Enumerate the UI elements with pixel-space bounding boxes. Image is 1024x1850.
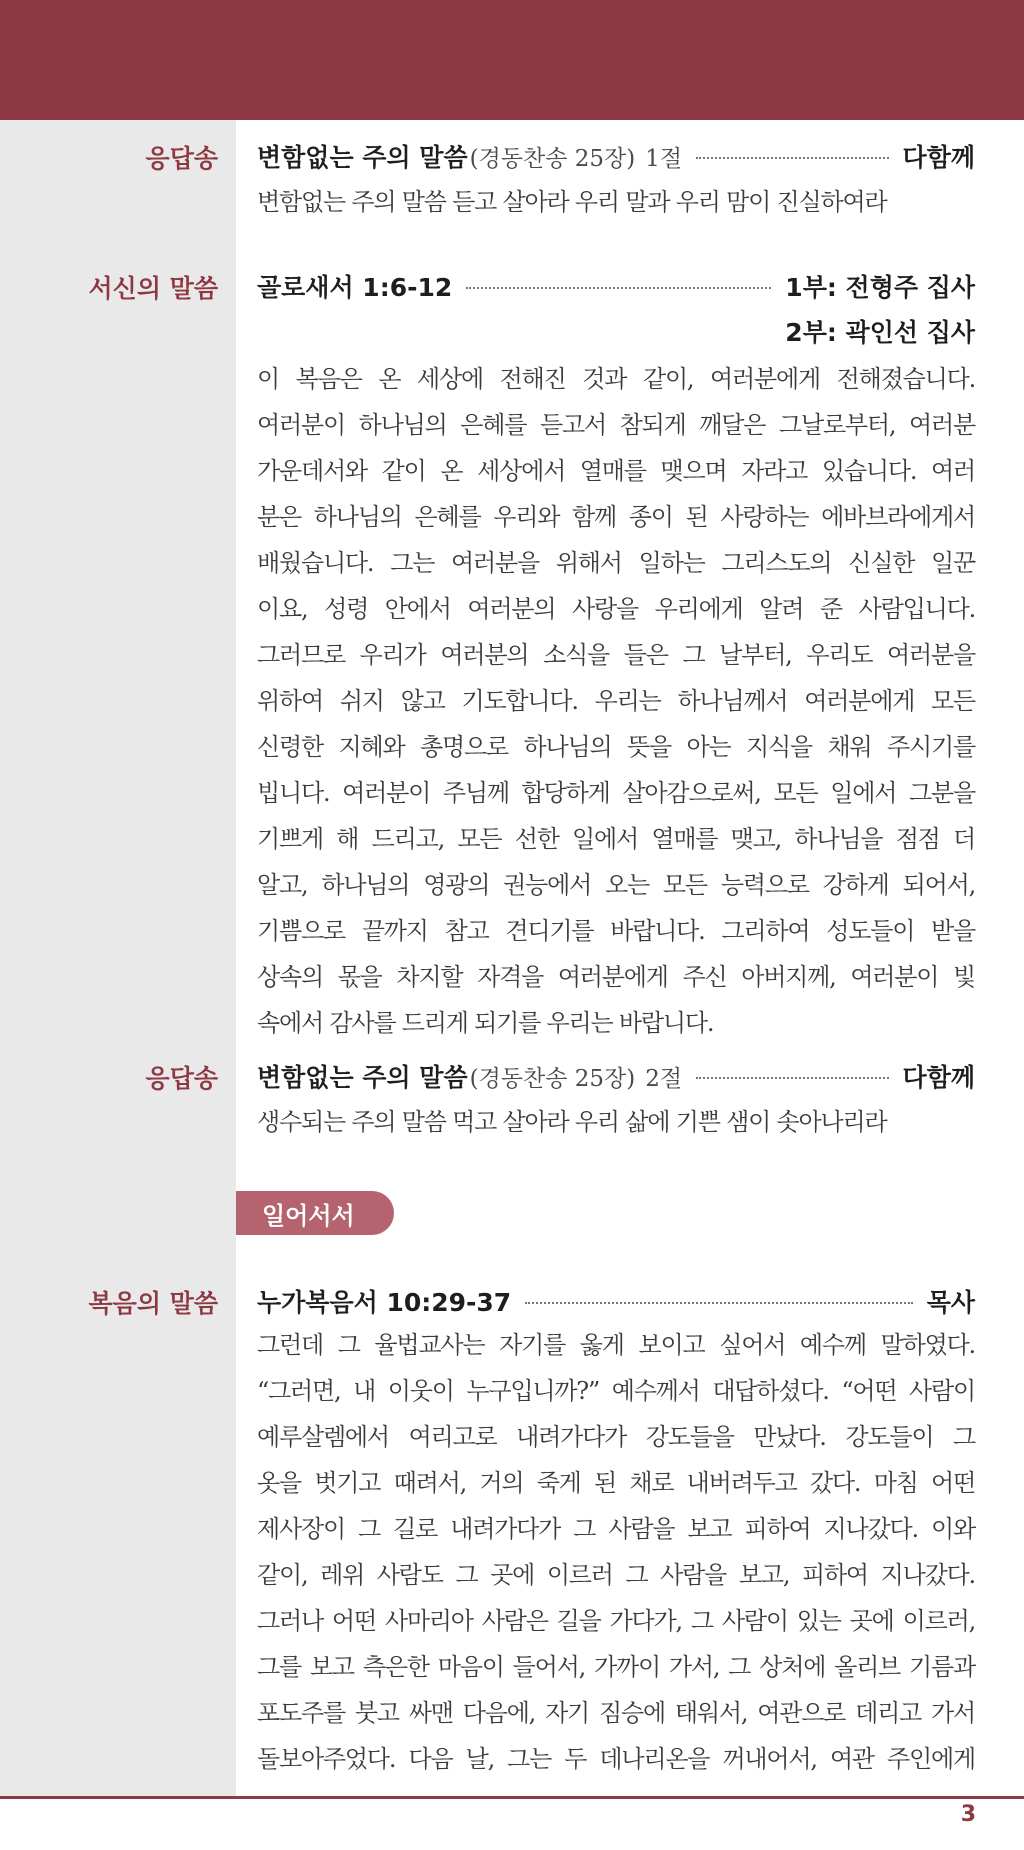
dot-leader xyxy=(466,287,771,289)
epistle-line: 기쁘게 해 드리고, 모든 선한 일에서 열매를 맺고, 하나님을 점점 더 xyxy=(257,825,975,853)
response1-heading xyxy=(257,136,975,176)
header-band xyxy=(0,0,1024,120)
response1-title: 변함없는 주의 말씀 xyxy=(257,143,468,172)
response2-title: 변함없는 주의 말씀 xyxy=(257,1063,468,1092)
gospel-line: 같이, 레위 사람도 그 곳에 이르러 그 사람을 보고, 피하여 지나갔다. xyxy=(257,1561,975,1589)
epistle-reader-2: 2부: 곽인선 집사 xyxy=(785,318,975,347)
gospel-line: 그런데 그 율법교사는 자기를 옳게 보이고 싶어서 예수께 말하였다. xyxy=(257,1331,975,1359)
gospel-label: 복음의 말씀 xyxy=(88,1289,218,1318)
epistle-line: 신령한 지혜와 총명으로 하나님의 뜻을 아는 지식을 채워 주시기를 xyxy=(257,733,975,761)
response1-lyrics: 변함없는 주의 말씀 듣고 살아라 우리 말과 우리 맘이 진실하여라 xyxy=(257,188,887,216)
epistle-line: 알고, 하나님의 영광의 권능에서 오는 모든 능력으로 강하게 되어서, xyxy=(257,871,975,899)
epistle-line: 배웠습니다. 그는 여러분을 위해서 일하는 그리스도의 신실한 일꾼 xyxy=(257,549,975,577)
response2-verse: 2절 xyxy=(645,1065,683,1092)
epistle-reader-1: 1부: 전형주 집사 xyxy=(785,273,975,302)
gospel-line: 그러나 어떤 사마리아 사람은 길을 가다가, 그 사람이 있는 곳에 이르러, xyxy=(257,1607,975,1635)
response1-verse: 1절 xyxy=(645,145,683,172)
epistle-line: 속에서 감사를 드리게 되기를 우리는 바랍니다. xyxy=(257,1009,714,1037)
epistle-line: 분은 하나님의 은혜를 우리와 함께 종이 된 사랑하는 에바브라에게서 xyxy=(257,503,975,531)
epistle-line: 상속의 몫을 차지할 자격을 여러분에게 주신 아버지께, 여러분이 빛 xyxy=(257,963,975,991)
gospel-reader: 목사 xyxy=(926,1288,975,1317)
gospel-reference: 누가복음서 10:29-37 xyxy=(257,1288,512,1317)
response2-who: 다함께 xyxy=(902,1063,975,1092)
epistle-reference: 골로새서 1:6-12 xyxy=(257,273,453,302)
gospel-line: “그러면, 내 이웃이 누구입니까?” 예수께서 대답하셨다. “어떤 사람이 xyxy=(257,1377,975,1405)
response2-lyrics: 생수되는 주의 말씀 먹고 살아라 우리 삶에 기쁜 샘이 솟아나리라 xyxy=(257,1108,887,1136)
gospel-line: 예루살렘에서 여리고로 내려가다가 강도들을 만났다. 강도들이 그 xyxy=(257,1423,975,1451)
epistle-line: 빕니다. 여러분이 주님께 합당하게 살아감으로써, 모든 일에서 그분을 xyxy=(257,779,975,807)
epistle-line: 이요, 성령 안에서 여러분의 사랑을 우리에게 알려 준 사람입니다. xyxy=(257,595,975,623)
standup-badge: 일어서서 xyxy=(236,1191,394,1235)
response2-label: 응답송 xyxy=(145,1064,218,1093)
epistle-line: 가운데서와 같이 온 세상에서 열매를 맺으며 자라고 있습니다. 여러 xyxy=(257,457,975,485)
epistle-line: 위하여 쉬지 않고 기도합니다. 우리는 하나님께서 여러분에게 모든 xyxy=(257,687,975,715)
response2-hymn: (경동찬송 25장) xyxy=(469,1065,636,1092)
response1-hymn: (경동찬송 25장) xyxy=(469,145,636,172)
response1-label: 응답송 xyxy=(145,144,218,173)
gospel-line: 포도주를 붓고 싸맨 다음에, 자기 짐승에 태워서, 여관으로 데리고 가서 xyxy=(257,1699,975,1727)
dot-leader xyxy=(525,1302,912,1304)
dot-leader xyxy=(696,1077,888,1079)
epistle-line: 여러분이 하나님의 은혜를 듣고서 참되게 깨달은 그날로부터, 여러분 xyxy=(257,411,975,439)
gospel-heading xyxy=(257,1281,975,1321)
page-number: 3 xyxy=(960,1802,976,1827)
gospel-line: 옷을 벗기고 때려서, 거의 죽게 된 채로 내버려두고 갔다. 마침 어떤 xyxy=(257,1469,975,1497)
label-column xyxy=(0,120,236,1796)
footer-rule xyxy=(0,1796,1024,1799)
gospel-line: 제사장이 그 길로 내려가다가 그 사람을 보고 피하여 지나갔다. 이와 xyxy=(257,1515,975,1543)
epistle-heading xyxy=(257,266,975,306)
epistle-line: 기쁨으로 끝까지 참고 견디기를 바랍니다. 그리하여 성도들이 받을 xyxy=(257,917,975,945)
response1-who: 다함께 xyxy=(902,143,975,172)
gospel-line: 그를 보고 측은한 마음이 들어서, 가까이 가서, 그 상처에 올리브 기름과 xyxy=(257,1653,975,1681)
epistle-line: 이 복음은 온 세상에 전해진 것과 같이, 여러분에게 전해졌습니다. xyxy=(257,365,975,393)
epistle-line: 그러므로 우리가 여러분의 소식을 들은 그 날부터, 우리도 여러분을 xyxy=(257,641,975,669)
gospel-line: 돌보아주었다. 다음 날, 그는 두 데나리온을 꺼내어서, 여관 주인에게 xyxy=(257,1745,975,1773)
dot-leader xyxy=(696,157,888,159)
epistle-label: 서신의 말씀 xyxy=(88,274,218,303)
response2-heading xyxy=(257,1056,975,1096)
